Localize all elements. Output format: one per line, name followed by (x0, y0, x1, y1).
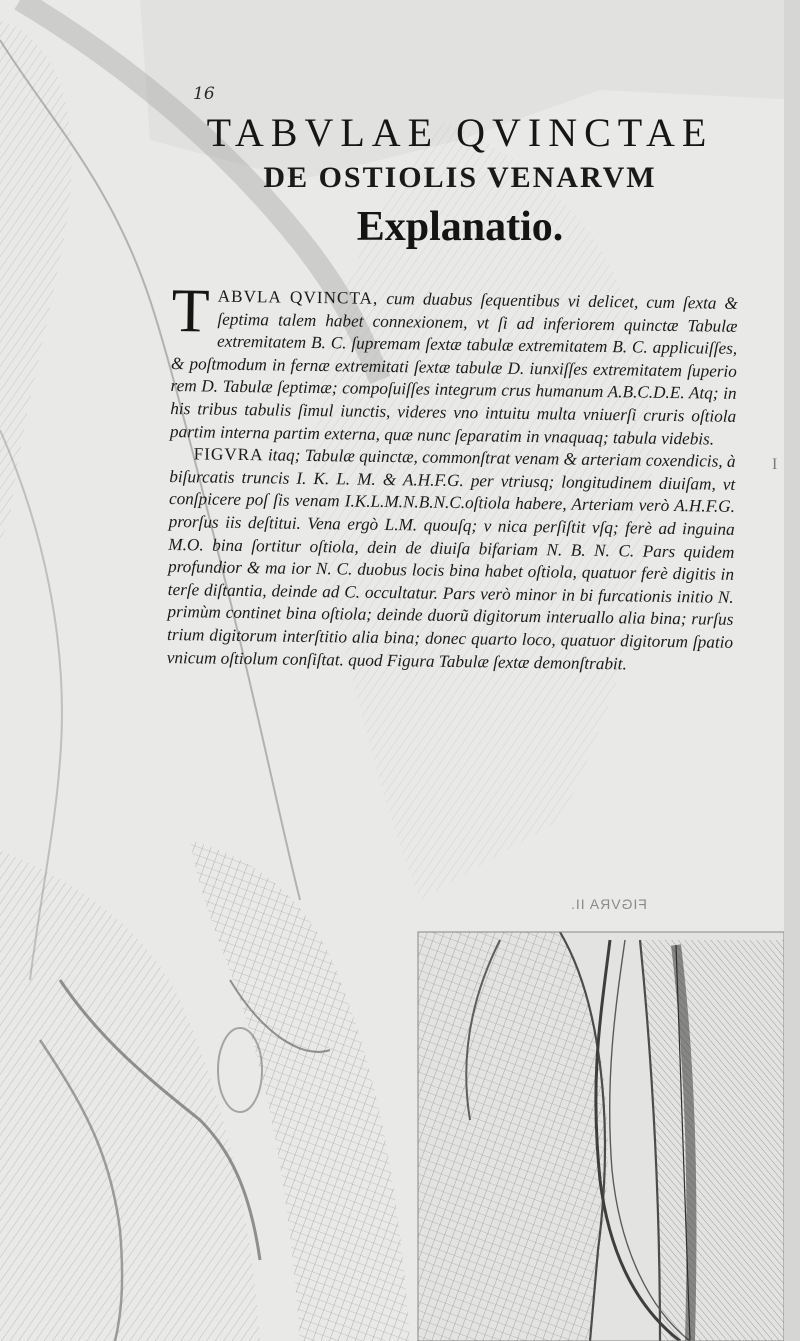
paragraph-1-lead: ABVLA QVINCTA, (217, 286, 379, 308)
plate-label: FIGVRA II. (570, 896, 647, 912)
paragraph-1-body: cum duabus ſequentibus vi delicet, cum ſexta & ſeptima talem habet connexionem, vt ſi ad inferiorem quinctæ Tabulæ extremitatem B. C. ſupremam ſextæ tabulæ extremitatem B. C. applicuiſſes, & poſtmodum in fernæ extremitati ſextæ tabulæ D. iunxiſſes extremitatem ſuperio rem D. Tabulæ ſeptimæ; compoſuiſſes integrum crus humanum A.B.C.D.E. Atq; in his tribus tabulis ſimul iunctis, videres vno intuitu multa vniuerſi cruris oſtiola partim interna partim externa, quæ nunc ſeparatim in vnaquaq; tabula videbis. (169, 288, 738, 449)
page-number: 16 (193, 84, 215, 104)
title-line-1: TABVLAE QVINCTAE (206, 110, 714, 155)
title-line-3: Explanatio. (356, 204, 564, 250)
paragraph-2 (167, 443, 736, 677)
paragraph-2-body: itaq; Tabulæ quinctæ, commonſtrat venam & arteriam coxendicis, à biſurcatis truncis I. K. L. M. & A.H.F.G. per vtriusq; longitudinem diuiſam, vt conſpicere poſ ſis venam I.K.L.M.N.B.N.C.oſtiola habere, Arteriam verò A.H.F.G. prorſus iis deſtitui. Vena ergò L.M. quouſq; v nica perſiſtit vſq; ferè ad inguina M.O. bina ſortitur oſtiola, dein de diuiſa bifariam N. B. N. C. Pars quidem profundior & ma ior N. C. duobus locis bina habet oſtiola, quatuor ferè digitis in terſe diſtantia, deinde ad C. occultatur. Pars verò minor in bi furcationis initio N. primùm continet bina oſtiola; deinde duorũ digitorum interuallo alia bina; rurſus trium digitorum interſtitio alia bina; donec quarto loco, quatuor digitorum ſpatio vnicum oſtiolum conſiſtat. quod Figura Tabulæ ſextæ demonſtrabit. (166, 445, 736, 673)
paragraph-2-lead: FIGVRA (193, 444, 264, 465)
title-line-2: DE OSTIOLIS VENARVM (263, 161, 657, 194)
paragraph-1 (169, 277, 738, 451)
drop-cap: T (171, 277, 210, 346)
margin-mark: I (772, 456, 778, 473)
explanation-text (166, 277, 738, 677)
heading-block (150, 108, 770, 256)
